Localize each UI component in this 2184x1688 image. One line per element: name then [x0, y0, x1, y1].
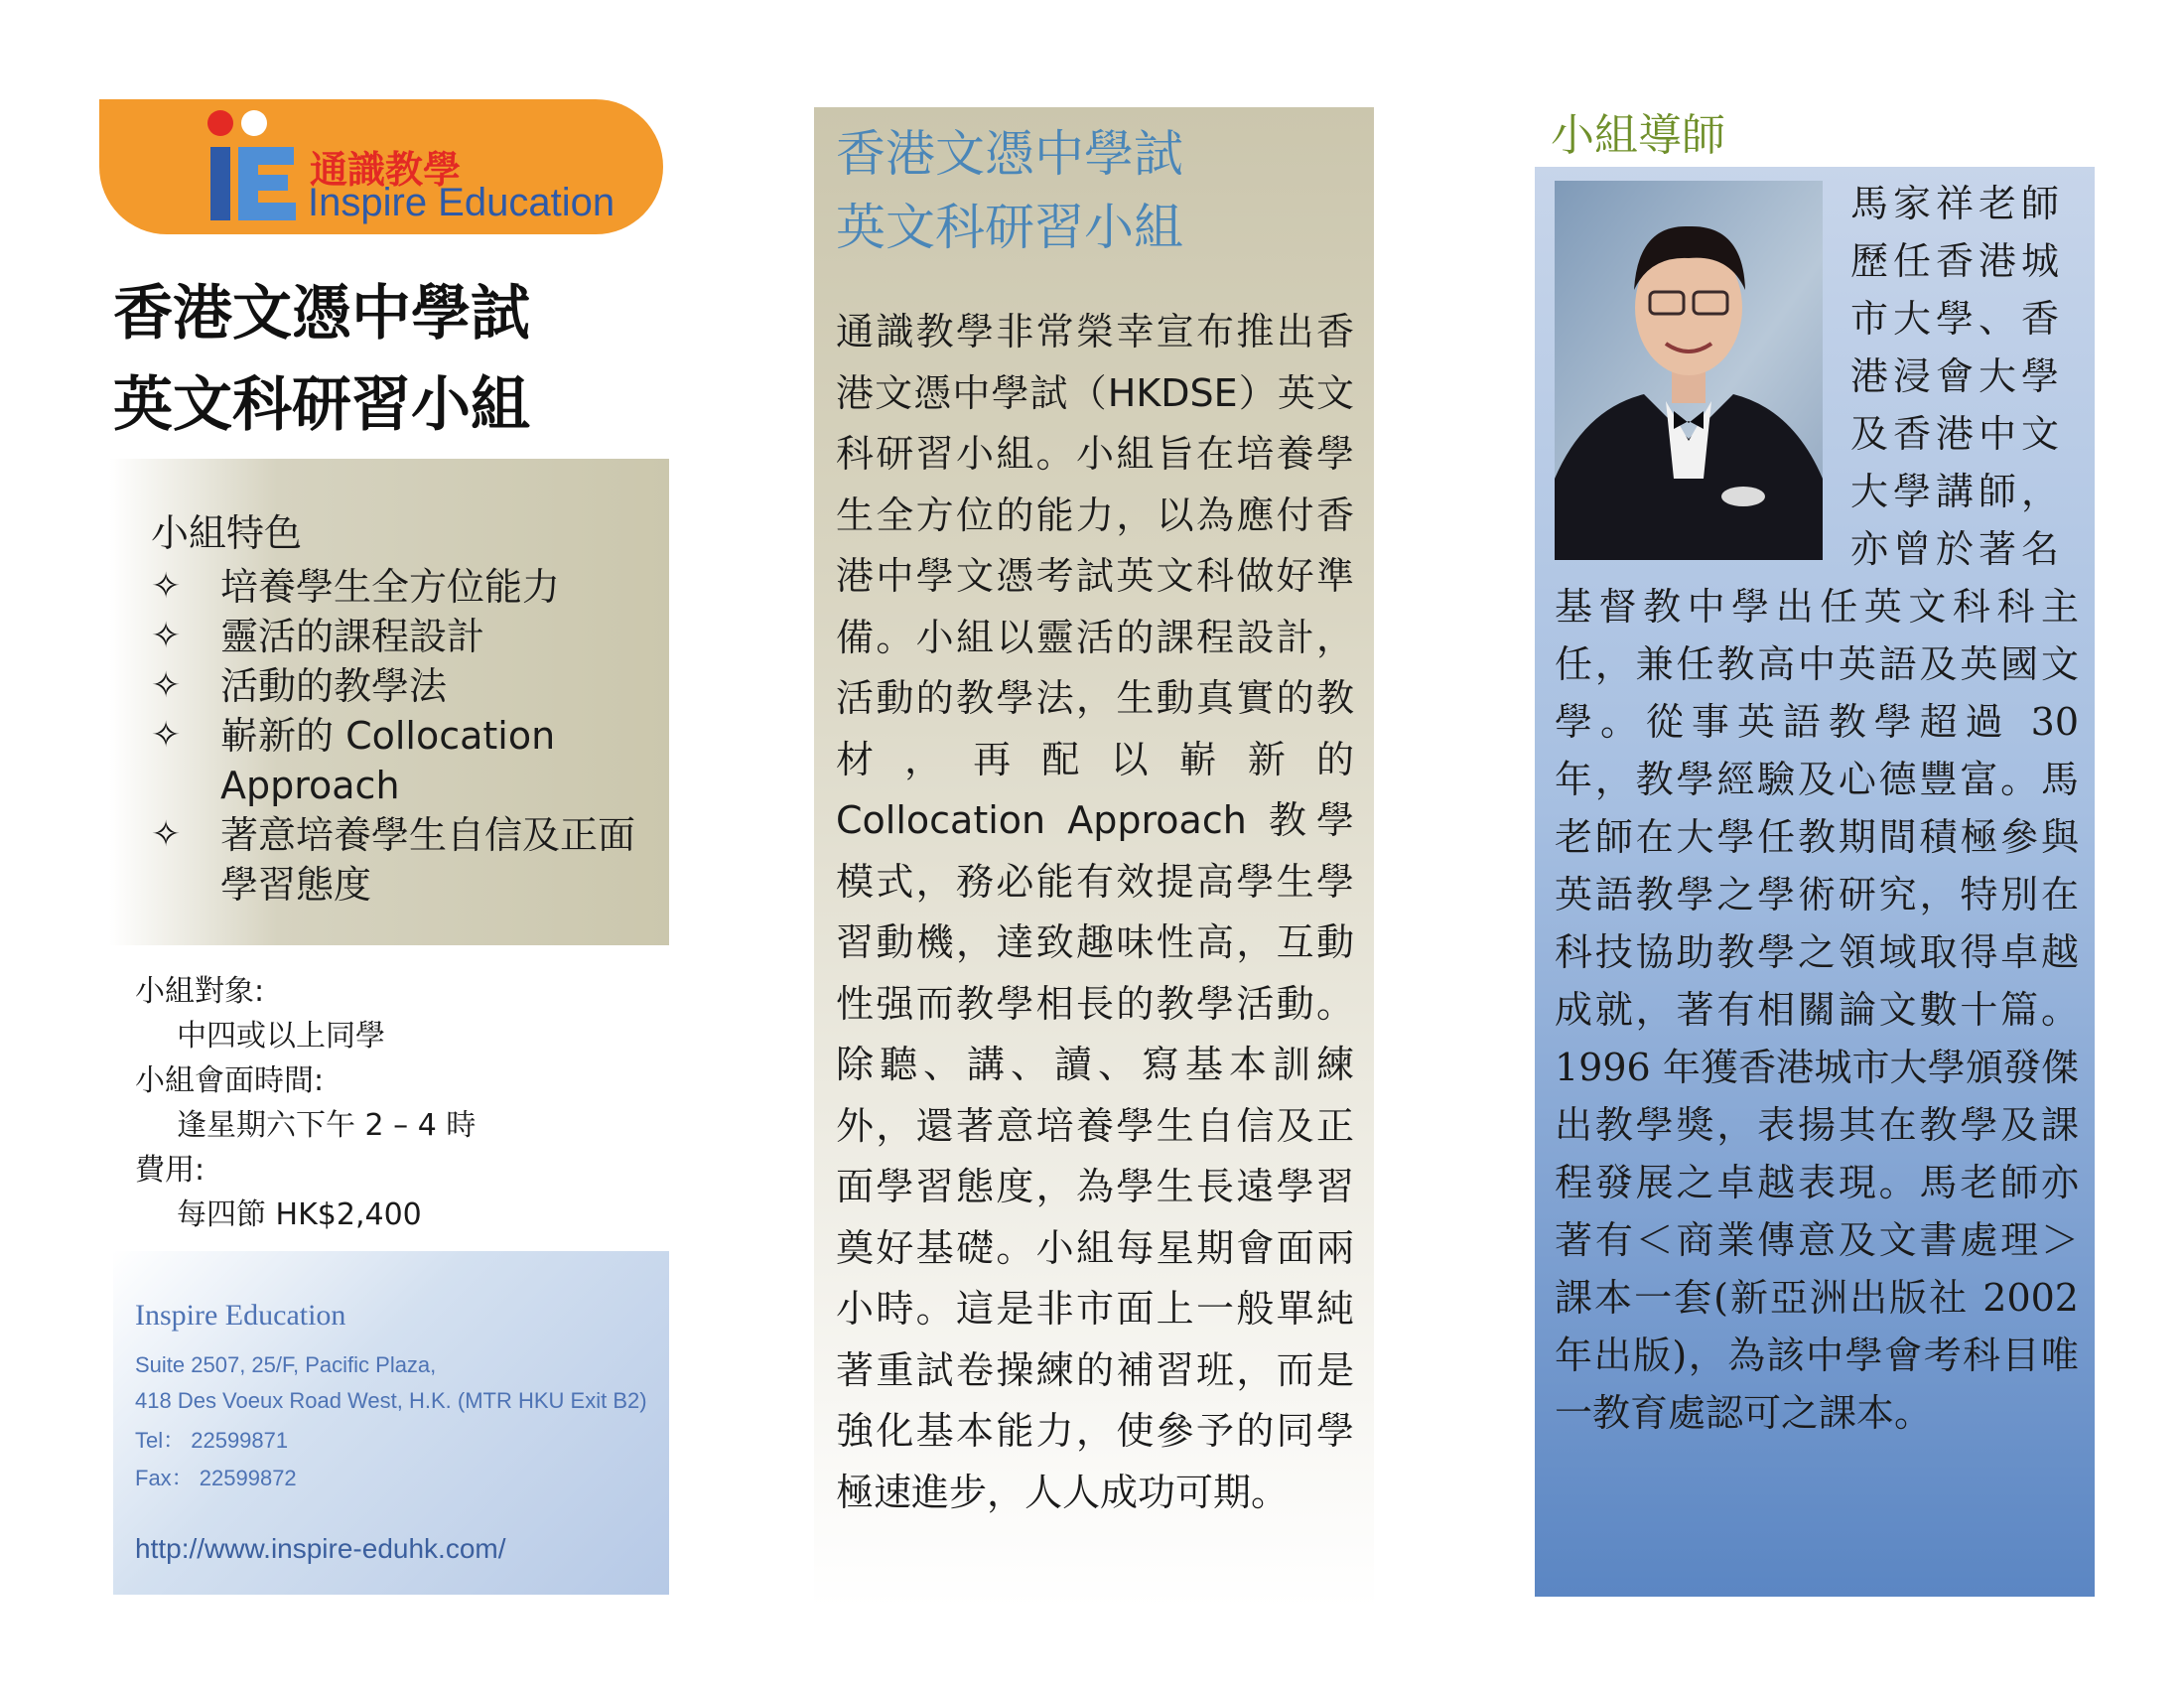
description-title-line-1: 香港文憑中學試 — [836, 125, 1183, 183]
features-heading: 小組特色 — [151, 511, 303, 555]
tutor-intro-line: 歷任香港城 — [1850, 239, 2065, 283]
star-bullet-icon: ✧ — [151, 715, 182, 756]
tutor-photo — [1555, 181, 1823, 560]
description-body: 通識教學非常榮幸宣布推出香港文憑中學試（HKDSE）英文科研習小組。小組旨在培養學生全方位的能力，以為應付香港中學文憑考試英文科做好準備。小組以靈活的課程設計，活動的教學法，生動真實的教材，再配以嶄新的 Collocation Approach 教學模式，務必能有效提高學生學習動機，達致趣味性高，互動性强而教學相長的教學活動。除聽、講、讀、寫基本訓練外，還著意培養學生自信及正面學習態度，為學生長遠學習奠好基礎。小組每星期會面兩小時。這是非市面上一般單純著重試卷操練的補習班，而是強化基本能力，使參予的同學極速進步，人人成功可期。 — [836, 310, 1354, 1514]
tutor-intro — [1850, 175, 2079, 578]
contact-fax: Fax： 22599872 — [135, 1466, 297, 1490]
list-item — [151, 810, 667, 910]
description-title — [836, 117, 1183, 264]
contact-company-name: Inspire Education — [135, 1299, 346, 1332]
list-item — [151, 612, 667, 661]
list-item — [151, 562, 667, 612]
feature-list — [151, 562, 667, 910]
contact-tel: Tel： 22599871 — [135, 1428, 289, 1453]
list-item — [151, 711, 667, 810]
logo-chinese-name: 通識教學 — [310, 148, 462, 192]
star-bullet-icon: ✧ — [151, 814, 182, 855]
fee-value: 每四節 HK$2,400 — [177, 1197, 422, 1232]
group-info — [135, 969, 651, 1237]
tutor-intro-line: 亦曾於著名 — [1850, 527, 2065, 571]
feature-text: 培養學生全方位能力 — [220, 565, 561, 609]
tutor-heading: 小組導師 — [1551, 110, 1725, 161]
feature-text: 活動的教學法 — [220, 664, 448, 708]
feature-text: 著意培養學生自信及正面學習態度 — [220, 813, 636, 907]
time-label: 小組會面時間: — [135, 1063, 325, 1098]
ie-logo-icon — [206, 109, 302, 224]
tutor-intro-line: 大學講師， — [1850, 470, 2065, 513]
contact-address-line-2: 418 Des Voeux Road West, H.K. (MTR HKU Exit B2) — [135, 1388, 647, 1413]
feature-text: 靈活的課程設計 — [220, 615, 485, 658]
description-title-line-2: 英文科研習小組 — [836, 199, 1183, 256]
tutor-intro-line: 及香港中文 — [1850, 412, 2065, 456]
title-line-2: 英文科研習小組 — [113, 370, 530, 440]
tutor-biography: 基督教中學出任英文科科主任，兼任教高中英語及英國文學。從事英語教學超過 30 年，教學經驗及心德豐富。馬老師在大學任教期間積極參與英語教學之學術研究，特別在科技協助教學之領域取得卓越成就，著有相關論文數十篇。1996 年獲香港城市大學頒發傑出教學獎，表揚其在教學及課程發展之卓越表現。馬老師亦著有＜商業傳意及文書處理＞課本一套(新亞洲出版社 2002 年出版)，為該中學會考科目唯一教育處認可之課本。 — [1555, 585, 2079, 1435]
website-link[interactable]: http://www.inspire-eduhk.com/ — [135, 1533, 506, 1564]
page-title — [113, 268, 669, 451]
tutor-intro-line: 港浸會大學 — [1850, 354, 2065, 398]
title-line-1: 香港文憑中學試 — [113, 279, 530, 349]
time-value: 逢星期六下午 2 – 4 時 — [177, 1108, 477, 1143]
star-bullet-icon: ✧ — [151, 665, 182, 706]
target-label: 小組對象: — [135, 974, 265, 1009]
fee-label: 費用: — [135, 1153, 205, 1188]
logo-english-name: Inspire Education — [308, 181, 615, 224]
target-value: 中四或以上同學 — [177, 1019, 385, 1054]
tutor-intro-line: 市大學、香 — [1850, 297, 2065, 341]
list-item — [151, 661, 667, 711]
tutor-intro-line: 馬家祥老師 — [1850, 182, 2065, 225]
star-bullet-icon: ✧ — [151, 566, 182, 607]
star-bullet-icon: ✧ — [151, 616, 182, 656]
contact-address-line-1: Suite 2507, 25/F, Pacific Plaza, — [135, 1352, 437, 1377]
feature-text: 嶄新的 Collocation Approach — [220, 714, 556, 807]
